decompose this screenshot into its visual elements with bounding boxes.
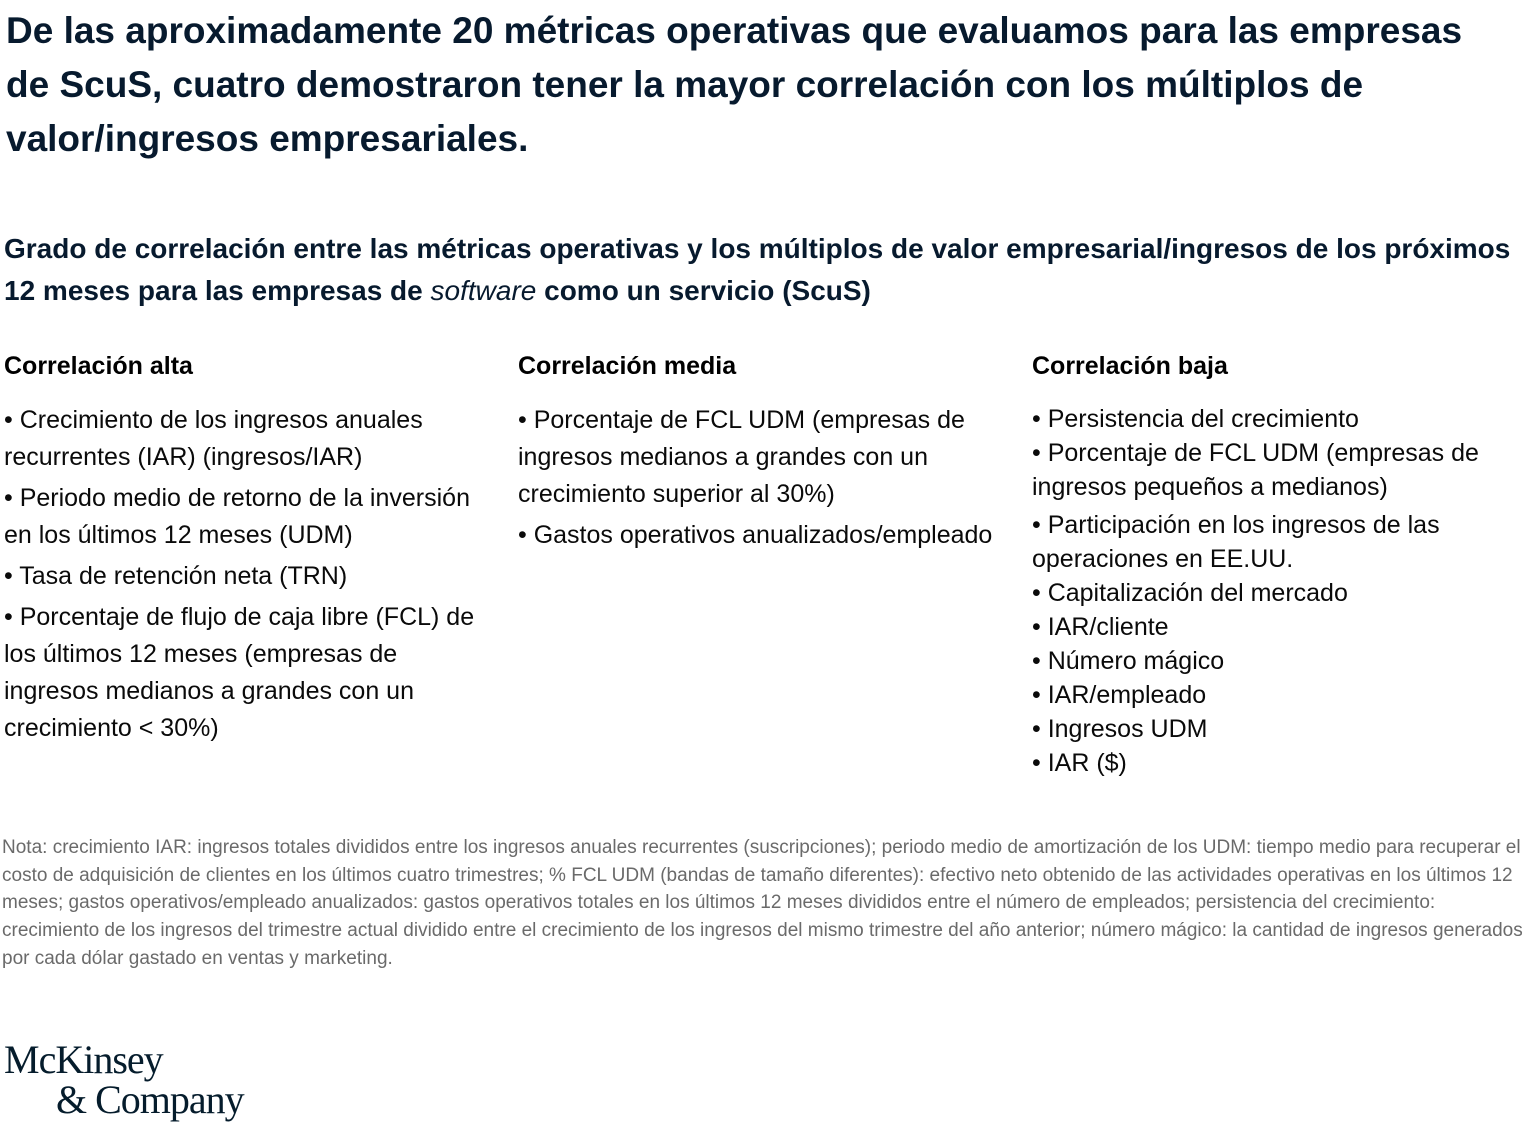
metric-item: • Gastos operativos anualizados/empleado — [518, 521, 993, 549]
metric-item: • Ingresos UDM — [1032, 715, 1208, 743]
column-heading: Correlación alta — [4, 352, 193, 380]
logo-line1: McKinsey — [4, 1037, 163, 1082]
metric-item: • Crecimiento de los ingresos anuales recurrentes (IAR) (ingresos/IAR) — [4, 406, 423, 471]
exhibit-title-part1: Grado de correlación entre las métricas operativas y los múltiplos de valor empresarial/ingresos de los próximos 12 meses para las empresas de — [4, 233, 1511, 306]
metric-item: • Persistencia del crecimiento — [1032, 405, 1359, 433]
exhibit-title — [4, 228, 1524, 312]
column-heading: Correlación baja — [1032, 352, 1228, 380]
logo-line2: & Company — [56, 1077, 244, 1122]
metric-item: • Porcentaje de FCL UDM (empresas de ingresos medianos a grandes con un crecimiento superior al 30%) — [518, 406, 965, 508]
metric-item: • Porcentaje de FCL UDM (empresas de ingresos pequeños a medianos) — [1032, 439, 1479, 501]
metric-item: • IAR/empleado — [1032, 681, 1207, 709]
metric-item: • Tasa de retención neta (TRN) — [4, 562, 348, 590]
metric-item: • IAR ($) — [1032, 749, 1127, 777]
column-low-correlation — [1032, 348, 1522, 780]
mckinsey-logo — [4, 1037, 244, 1122]
metric-item: • Capitalización del mercado — [1032, 579, 1348, 607]
metric-list — [518, 402, 1008, 554]
metric-list — [1032, 402, 1522, 780]
metric-item: • Periodo medio de retorno de la inversión en los últimos 12 meses (UDM) — [4, 484, 470, 549]
exhibit-title-italic: software — [430, 275, 537, 306]
column-medium-correlation — [518, 348, 1008, 558]
metric-item: • IAR/cliente — [1032, 613, 1169, 641]
column-heading: Correlación media — [518, 352, 737, 380]
exhibit-title-part2: como un servicio (ScuS) — [536, 275, 871, 306]
column-high-correlation — [4, 348, 494, 751]
footnote: Nota: crecimiento IAR: ingresos totales divididos entre los ingresos anuales recurrentes (suscripciones); periodo medio de amortización de los UDM: tiempo medio para recuperar el costo de adquisición de clientes en los últimos cuatro trimestres; % FCL UDM (bandas de tamaño diferentes): efectivo neto obtenido de las actividades operativas en los últimos 12 meses; gastos operativos/empleado anualizados: gastos operativos totales en los últimos 12 meses divididos entre el número de empleados; persistencia del crecimiento: crecimiento de los ingresos del trimestre actual dividido entre el crecimiento de los ingresos del mismo trimestre del año anterior; número mágico: la cantidad de ingresos generados por cada dólar gastado en ventas y marketing. — [2, 837, 1523, 969]
metric-item: • Número mágico — [1032, 647, 1225, 675]
metric-item: • Participación en los ingresos de las operaciones en EE.UU. — [1032, 511, 1440, 573]
page-title: De las aproximadamente 20 métricas operativas que evaluamos para las empresas de ScuS, cuatro demostraron tener la mayor correlación con los múltiplos de valor/ingresos empresariales. — [6, 10, 1463, 159]
metric-item: • Porcentaje de flujo de caja libre (FCL) de los últimos 12 meses (empresas de ingresos medianos a grandes con un crecimiento < 30%) — [4, 603, 475, 742]
metric-list — [4, 402, 494, 747]
